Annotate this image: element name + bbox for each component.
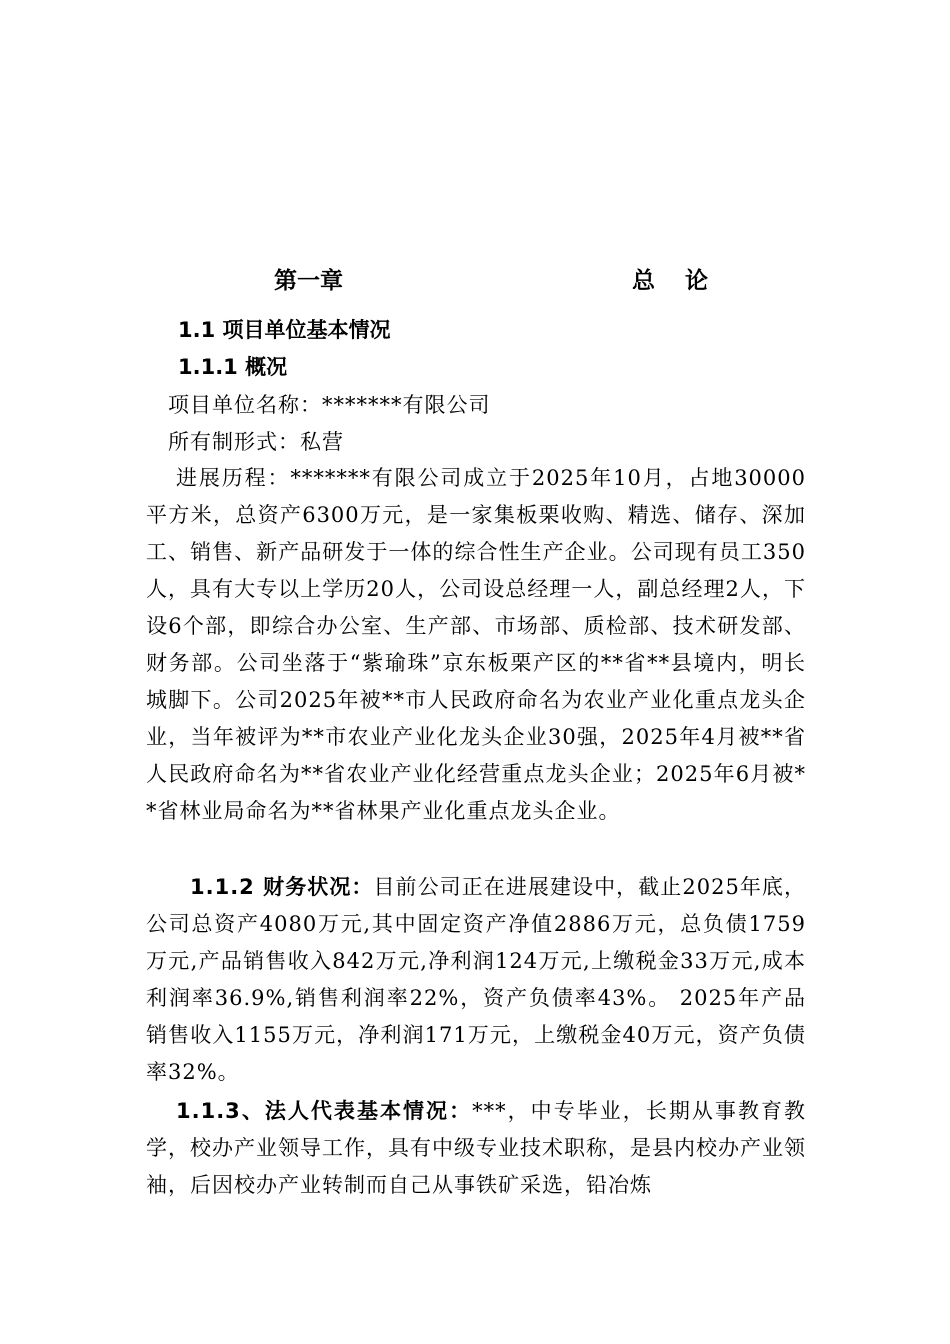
financial-paragraph: [146, 869, 806, 1091]
section-heading-1-1: 1.1 项目单位基本情况: [178, 318, 391, 342]
chapter-number: 第一章: [274, 268, 343, 294]
financial-text: 目前公司正在进展建设中，截止2025年底，公司总资产4080万元,其中固定资产净值2886万元，总负债1759万元,产品销售收入842万元,净利润124万元,上缴税金33万元,成本利润率36.9%,销售利润率22%，资产负债率43%。 2025年产品销售收入1155万元，净利润171万元，上缴税金40万元，资产负债率32%。: [146, 875, 806, 1084]
unit-name-line: 项目单位名称：*******有限公司: [168, 393, 491, 417]
chapter-title: [0, 258, 950, 298]
history-paragraph: [146, 460, 806, 830]
ownership-line: 所有制形式：私营: [168, 430, 344, 454]
chapter-name: 总论: [632, 268, 738, 294]
legal-rep-text: ***，中专毕业，长期从事教育教学，校办产业领导工作，具有中级专业技术职称，是县内校办产业领袖，后因校办产业转制而自己从事铁矿采选，铅冶炼: [146, 1099, 807, 1197]
history-text: 进展历程：*******有限公司成立于2025年10月，占地30000平方米，总资产6300万元，是一家集板栗收购、精选、储存、深加工、销售、新产品研发于一体的综合性生产企业。公司现有员工350人，具有大专以上学历20人，公司设总经理一人，副总经理2人，下设6个部，即综合办公室、生产部、市场部、质检部、技术研发部、财务部。公司坐落于“紫瑜珠”京东板栗产区的**省**县境内，明长城脚下。公司2025年被**市人民政府命名为农业产业化重点龙头企业，当年被评为**市农业产业化龙头企业30强，2025年4月被**省人民政府命名为**省农业产业化经营重点龙头企业；2025年6月被**省林业局命名为**省林果产业化重点龙头企业。: [146, 466, 806, 823]
section-heading-1-1-1: 1.1.1 概况: [178, 355, 288, 379]
financial-label: 1.1.2 财务状况：: [190, 875, 374, 899]
legal-rep-paragraph: [146, 1093, 806, 1204]
legal-rep-label: 1.1.3、法人代表基本情况：: [176, 1099, 473, 1123]
